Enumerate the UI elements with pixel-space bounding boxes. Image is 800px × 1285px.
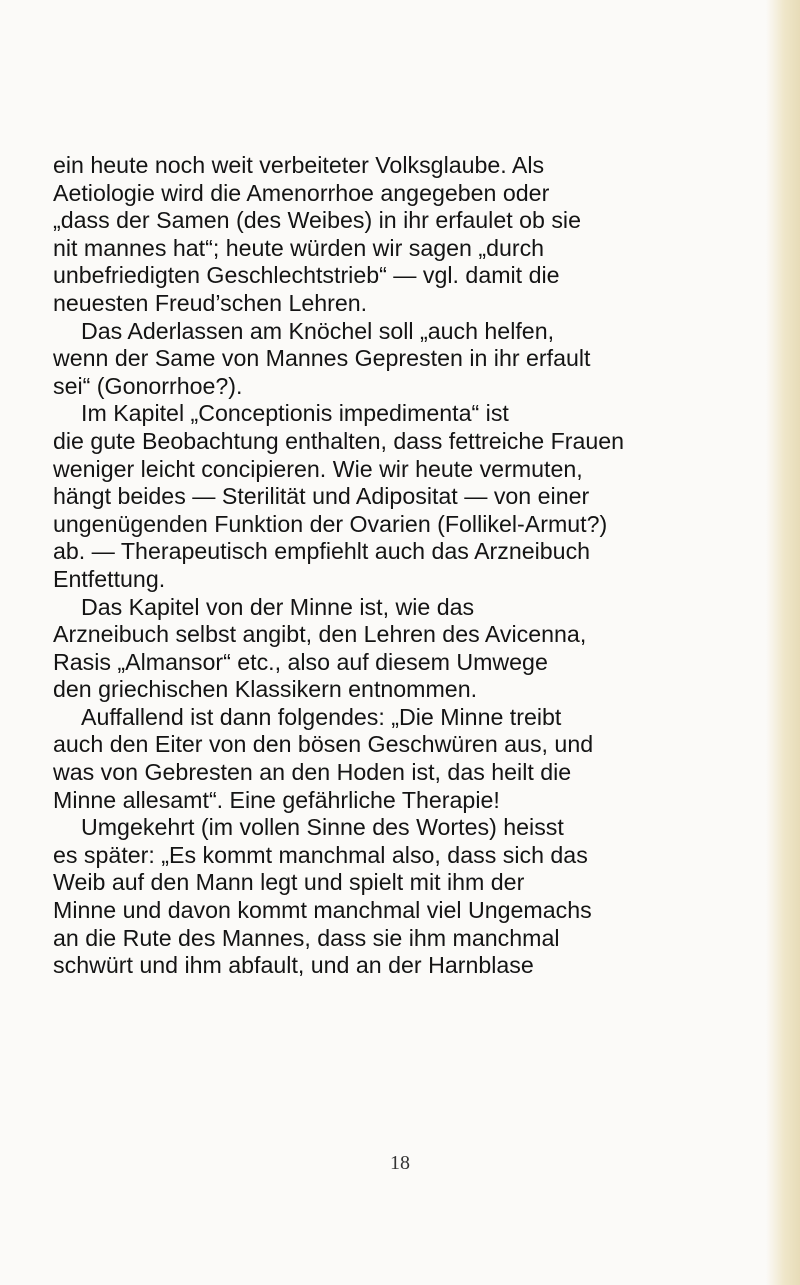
text-line: hängt beides — Sterilität und Adipositat — von einer — [53, 483, 590, 510]
text-line: unbefriedigten Geschlechtstrieb“ — vgl. damit die — [53, 262, 560, 289]
page-number: 18 — [390, 1152, 410, 1174]
text-line: ab. — Therapeutisch empfiehlt auch das Arzneibuch — [53, 538, 591, 565]
text-line: weniger leicht concipieren. Wie wir heute vermuten, — [53, 455, 583, 482]
text-line: Umgekehrt (im vollen Sinne des Wortes) heisst — [81, 814, 564, 841]
text-line: sei“ (Gonorrhoe?). — [53, 372, 243, 399]
text-line: die gute Beobachtung enthalten, dass fettreiche Frauen — [53, 427, 625, 454]
text-line: ungenügenden Funktion der Ovarien (Follikel-Armut?) — [53, 510, 608, 537]
text-line: Rasis „Almansor“ etc., also auf diesem Umwege — [53, 648, 548, 675]
text-line: Das Kapitel von der Minne ist, wie das — [81, 593, 475, 620]
text-line: „dass der Samen (des Weibes) in ihr erfaulet ob sie — [53, 207, 581, 234]
text-line: schwürt und ihm abfault, und an der Harnblase — [53, 952, 534, 979]
text-line: Auffallend ist dann folgendes: „Die Minne treibt — [81, 703, 562, 730]
text-line: auch den Eiter von den bösen Geschwüren aus, und — [53, 731, 594, 758]
body-text — [53, 152, 769, 980]
text-line: es später: „Es kommt manchmal also, dass sich das — [53, 841, 588, 868]
text-line: was von Gebresten an den Hoden ist, das heilt die — [53, 759, 572, 786]
text-line: Im Kapitel „Conceptionis impedimenta“ ist — [81, 400, 509, 427]
text-line: Entfettung. — [53, 565, 166, 592]
text-line: Minne allesamt“. Eine gefährliche Therapie! — [53, 786, 500, 813]
text-line: nit mannes hat“; heute würden wir sagen „durch — [53, 234, 545, 261]
text-line: Arzneibuch selbst angibt, den Lehren des Avicenna, — [53, 621, 587, 648]
text-line: neuesten Freud’schen Lehren. — [53, 289, 368, 316]
text-line: ein heute noch weit verbeiteter Volksglaube. Als — [53, 152, 545, 178]
text-line: Minne und davon kommt manchmal viel Ungemachs — [53, 897, 592, 924]
text-line: an die Rute des Mannes, dass sie ihm manchmal — [53, 924, 560, 951]
text-line: den griechischen Klassikern entnommen. — [53, 676, 478, 703]
text-line: wenn der Same von Mannes Gepresten in ihr erfault — [53, 345, 591, 372]
page-edge-shadow — [766, 0, 800, 1285]
text-line: Weib auf den Mann legt und spielt mit ihm der — [53, 869, 525, 896]
text-line: Aetiologie wird die Amenorrhoe angegeben oder — [53, 179, 550, 206]
text-line: Das Aderlassen am Knöchel soll „auch helfen, — [81, 317, 555, 344]
